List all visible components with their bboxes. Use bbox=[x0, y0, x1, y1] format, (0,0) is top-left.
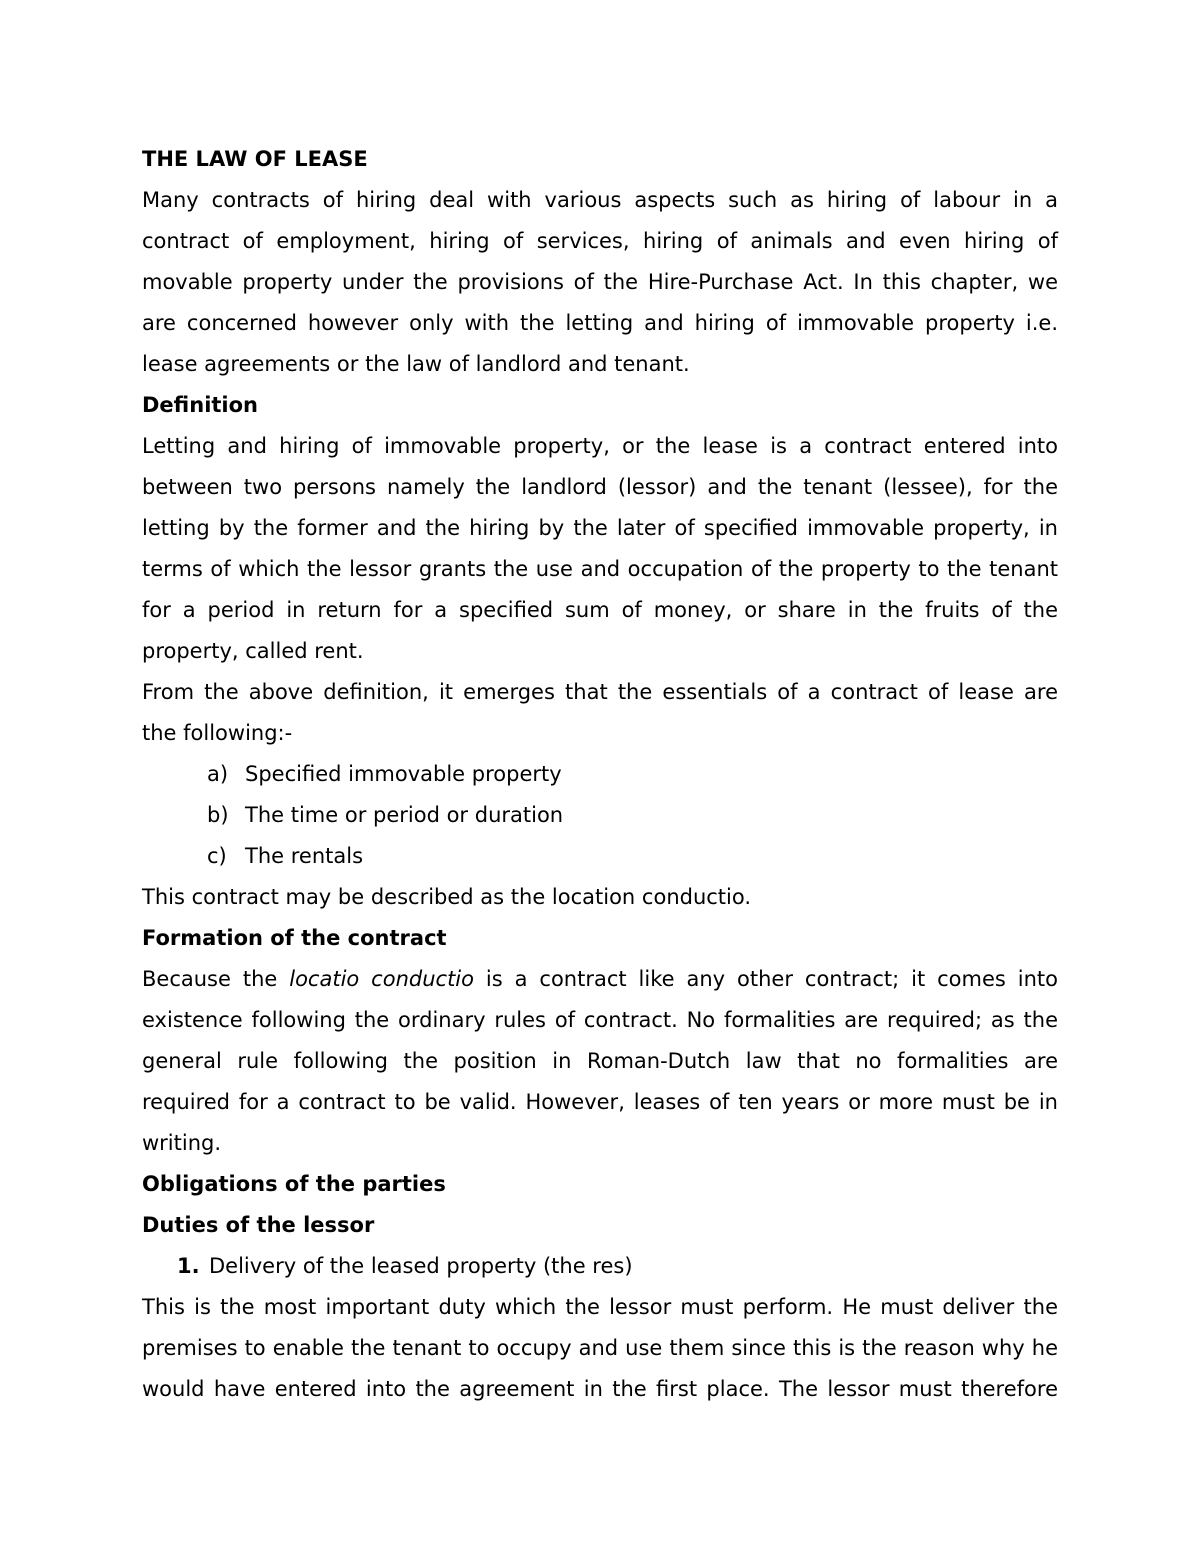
delivery-line: This is the most important duty which the lessor must perform. He must deliver the bbox=[142, 1295, 1058, 1319]
intro-line: movable property under the provisions of the Hire-Purchase Act. In this chapter, we bbox=[142, 270, 1058, 294]
duties-heading: Duties of the lessor bbox=[142, 1213, 375, 1237]
list-item-text: Specified immovable property bbox=[245, 762, 562, 786]
formation-line: existence following the ordinary rules of contract. No formalities are required; as the bbox=[142, 1008, 1058, 1032]
definition-line: Letting and hiring of immovable property, or the lease is a contract entered into bbox=[142, 434, 1058, 458]
list-item-text: Delivery of the leased property (the res) bbox=[209, 1254, 633, 1278]
definition-line: terms of which the lessor grants the use and occupation of the property to the tenant bbox=[142, 557, 1058, 581]
list-item bbox=[142, 836, 1058, 877]
formation-heading: Formation of the contract bbox=[142, 926, 447, 950]
list-marker: a) bbox=[207, 762, 229, 786]
list-marker: c) bbox=[207, 844, 227, 868]
definition-line: property, called rent. bbox=[142, 639, 364, 663]
formation-line: writing. bbox=[142, 1131, 222, 1155]
delivery-line: would have entered into the agreement in the first place. The lessor must therefore bbox=[142, 1377, 1058, 1401]
definition-line: for a period in return for a specified sum of money, or share in the fruits of the bbox=[142, 598, 1058, 622]
definition-line: letting by the former and the hiring by the later of specified immovable property, in bbox=[142, 516, 1058, 540]
formation-italic-term: locatio conductio bbox=[289, 967, 474, 991]
formation-text: is a contract like any other contract; it comes into bbox=[473, 967, 1058, 991]
list-item bbox=[142, 1246, 1058, 1287]
definition-line: between two persons namely the landlord (lessor) and the tenant (lessee), for the bbox=[142, 475, 1058, 499]
definition-heading: Definition bbox=[142, 393, 259, 417]
formation-line: required for a contract to be valid. However, leases of ten years or more must be in bbox=[142, 1090, 1058, 1114]
list-item-text: The time or period or duration bbox=[245, 803, 564, 827]
location-line: This contract may be described as the location conductio. bbox=[142, 885, 752, 909]
intro-line: lease agreements or the law of landlord and tenant. bbox=[142, 352, 690, 376]
obligations-heading: Obligations of the parties bbox=[142, 1172, 446, 1196]
formation-text: Because the bbox=[142, 967, 290, 991]
formation-line: general rule following the position in Roman-Dutch law that no formalities are bbox=[142, 1049, 1058, 1073]
intro-line: Many contracts of hiring deal with various aspects such as hiring of labour in a bbox=[142, 188, 1058, 212]
list-item bbox=[142, 795, 1058, 836]
list-marker: b) bbox=[207, 803, 229, 827]
document-title: THE LAW OF LEASE bbox=[142, 147, 368, 171]
formation-line bbox=[142, 959, 1058, 1000]
list-item bbox=[142, 754, 1058, 795]
list-item-text: The rentals bbox=[245, 844, 364, 868]
intro-line: are concerned however only with the letting and hiring of immovable property i.e. bbox=[142, 311, 1058, 335]
intro-line: contract of employment, hiring of services, hiring of animals and even hiring of bbox=[142, 229, 1058, 253]
list-marker: 1. bbox=[177, 1254, 200, 1278]
delivery-line: premises to enable the tenant to occupy and use them since this is the reason why he bbox=[142, 1336, 1058, 1360]
essentials-line: From the above definition, it emerges that the essentials of a contract of lease are bbox=[142, 680, 1058, 704]
essentials-line: the following:- bbox=[142, 721, 293, 745]
